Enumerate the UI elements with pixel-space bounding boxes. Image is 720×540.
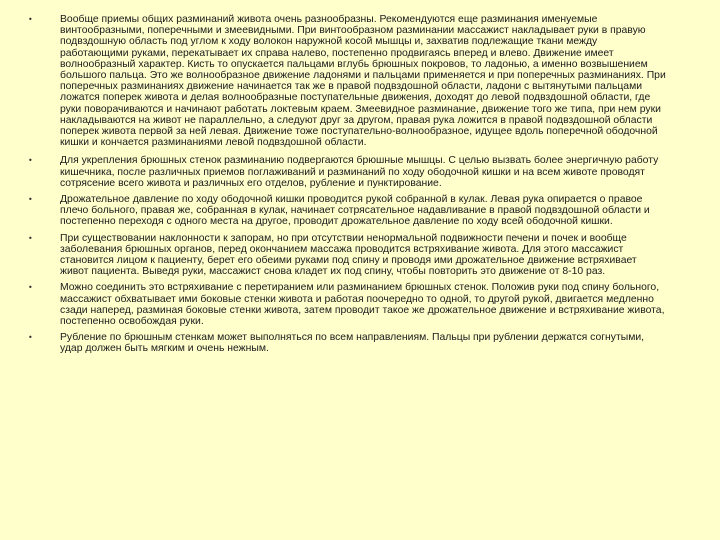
bullet-text: Можно соединить это встряхивание с перетиранием или разминанием брюшных стенок. Положив руки под спину больного, массажист обхватывает ими боковые стенки живота и работая поочередно то одной, то другой рукой, двигается медленно сзади наперед, разминая боковые стенки живота, затем проводит такое же дрожательное движение и встряхивание живота, постепенно освобождая руки. bbox=[60, 282, 665, 328]
bullet-text: Рубление по брюшным стенкам может выполняться по всем направлениям. Пальцы при рублении держатся согнутыми, удар должен быть мягким и очень нежным. bbox=[60, 332, 645, 355]
bullet-marker: • bbox=[28, 333, 33, 343]
bullet-text: Вообще приемы общих разминаний живота очень разнообразны. Рекомендуются еще разминания именуемые винтообразными, поперечными и змеевидными. При винтообразном разминании массажист накладывает руки в правую подвздошную область под углом к ходу волокон наружной косой мышцы и, захватив подлежащие ткани между работающими руками, перекатывает их справа налево, постепенно продвигаясь вперед и влево. Движение имеет волнообразный характер. Кисть то опускается пальцами вглубь брюшных покровов, то ладонью, а именно возвышением большого пальца. Это же волнообразное движение ладонями и пальцами применяется и при поперечных разминаниях. При поперечных разминаниях движение начинается так же в правой подвздошной области, ладони с вытянутыми пальцами ложатся поперек живота и делая волнообразные поступательные движения, доходят до левой подвздошной области, где руки поворачиваются и начинают работать локтевым краем. Змеевидное разминание, движение того же типа, при нем руки накладываются на живот не параллельно, а следуют друг за другом, правая рука ложится в правой подвздошной области поперек живота первой за ней левая. Движение тоже поступательно-волнообразное, идущее вдоль поперечной ободочной кишки и кончается разминаниями левой подвздошной области. bbox=[60, 14, 666, 149]
bullet-text: Для укрепления брюшных стенок разминанию подвергаются брюшные мышцы. С целью вызвать более энергичную работу кишечника, после различных приемов поглаживаний и разминаний по ходу ободочной кишки и на всем животе проводят сотрясение всего живота и различных его отделов, рубление и пунктирование. bbox=[60, 155, 659, 189]
bullet-item-shaking bbox=[28, 233, 668, 278]
bullet-marker: • bbox=[28, 156, 33, 166]
bullet-item-combined-shaking bbox=[28, 282, 668, 327]
bullet-item-vibrating-pressure bbox=[28, 194, 668, 228]
bullet-list bbox=[28, 14, 668, 355]
bullet-item-abdominal-walls bbox=[28, 155, 668, 189]
bullet-text: При существовании наклонности к запорам, но при отсутствии ненормальной подвижности печени и почек и вообще заболевания брюшных органов, перед окончанием массажа проводится встряхивание живота. Для этого массажист становится лицом к пациенту, берет его обеими руками под спину и проводя ими дрожательное движение встряхивает живот пациента. Выведя руки, массажист снова кладет их под спину, чтобы повторить это движение от 8-10 раз. bbox=[60, 232, 637, 278]
bullet-marker: • bbox=[28, 283, 33, 293]
bullet-marker: • bbox=[28, 15, 33, 24]
bullet-item-chopping bbox=[28, 332, 668, 354]
bullet-marker: • bbox=[28, 233, 33, 243]
bullet-item-kneading-types bbox=[28, 14, 668, 148]
bullet-text: Дрожательное давление по ходу ободочной кишки проводится рукой собранной в кулак. Левая рука опирается о правое плечо больного, правая же, собранная в кулак, начинает сотрясательное надавливание в правой подвздошной области и постепенно переходя с одного места на другое, проводит дрожательное давление по ходу всей ободочной кишки. bbox=[60, 194, 650, 228]
bullet-marker: • bbox=[28, 195, 33, 205]
